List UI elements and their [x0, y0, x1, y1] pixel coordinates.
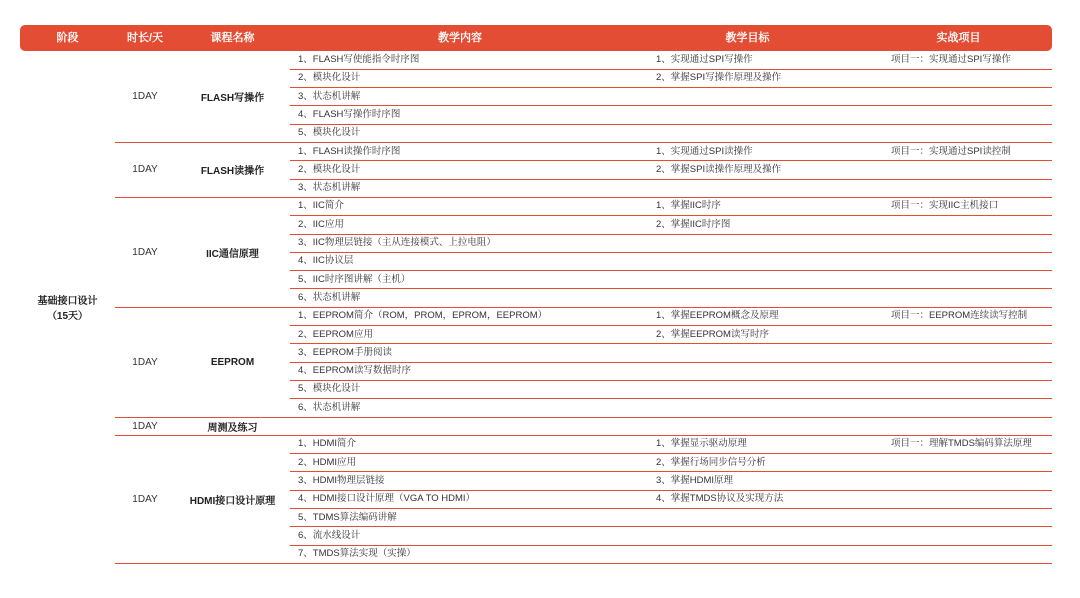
course-duration: 1DAY	[132, 164, 158, 176]
project-item: 项目一：EEPROM连续读写控制	[891, 310, 1028, 322]
content-item: 5、模块化设计	[298, 127, 361, 139]
course-name: EEPROM	[210, 356, 255, 368]
content-item: 4、FLASH写操作时序图	[298, 108, 401, 120]
course-name: IIC通信原理	[206, 248, 259, 260]
table-body	[20, 51, 1052, 563]
content-item: 2、EEPROM应用	[298, 328, 373, 340]
table-header	[20, 25, 1052, 51]
content-item: 1、EEPROM简介（ROM，PROM，EPROM，EEPROM）	[298, 310, 548, 322]
content-item: 2、IIC应用	[298, 218, 344, 230]
stage-cell	[20, 51, 115, 563]
course-duration: 1DAY	[132, 420, 158, 432]
project-item: 项目一：实现通过SPI写操作	[891, 54, 1011, 65]
goal-item: 1、掌握IIC时序	[656, 200, 721, 212]
goal-item: 2、掌握SPI写操作原理及操作	[656, 72, 782, 84]
course-name: HDMI接口设计原理	[189, 495, 276, 507]
content-item: 1、FLASH写使能指令时序图	[298, 54, 420, 65]
course-name: FLASH读操作	[200, 166, 265, 178]
header-project: 实战项目	[936, 32, 981, 44]
course-duration: 1DAY	[132, 493, 158, 505]
goal-item: 1、掌握EEPROM概念及原理	[656, 310, 779, 322]
goal-item: 2、掌握SPI读操作原理及操作	[656, 163, 782, 175]
course-divider	[115, 563, 1052, 564]
content-item: 2、HDMI应用	[298, 456, 357, 468]
content-item: 2、模块化设计	[298, 163, 361, 175]
content-item: 3、状态机讲解	[298, 182, 361, 194]
course-duration: 1DAY	[132, 246, 158, 258]
content-item: 6、状态机讲解	[298, 401, 361, 413]
project-item: 项目一：理解TMDS编码算法原理	[891, 438, 1032, 450]
content-item: 3、EEPROM手册阅读	[298, 346, 392, 358]
goal-item: 2、掌握行场同步信号分析	[656, 456, 766, 468]
content-item	[298, 417, 630, 435]
content-item: 5、模块化设计	[298, 383, 361, 395]
goal-item: 3、掌握HDMI原理	[656, 474, 734, 486]
goal-item: 2、掌握IIC时序图	[656, 218, 731, 230]
stage-name: 基础接口设计	[37, 296, 98, 308]
content-item: 7、TMDS算法实现（实操）	[298, 548, 416, 560]
stage-days: （15天）	[46, 311, 89, 323]
header-course-name: 课程名称	[210, 32, 255, 44]
project-item: 项目一：实现通过SPI读控制	[891, 145, 1011, 157]
content-item: 4、IIC协议层	[298, 255, 354, 267]
content-item: 1、IIC简介	[298, 200, 344, 212]
header-stage: 阶段	[56, 32, 79, 44]
content-item: 3、状态机讲解	[298, 90, 361, 102]
project-item	[891, 417, 1052, 435]
content-item: 3、IIC物理层链接（主从连接模式、上拉电阻）	[298, 237, 496, 248]
course-name: FLASH写操作	[200, 93, 265, 105]
content-item: 5、TDMS算法编码讲解	[298, 511, 397, 523]
project-item: 项目一：实现IIC主机接口	[891, 200, 999, 212]
content-item: 3、HDMI物理层链接	[298, 474, 385, 486]
content-item: 2、模块化设计	[298, 72, 361, 84]
goal-item: 1、实现通过SPI读操作	[656, 145, 753, 157]
goal-item: 4、掌握TMDS协议及实现方法	[656, 493, 784, 505]
content-item: 1、HDMI简介	[298, 438, 357, 450]
header-duration: 时长/天	[126, 32, 164, 44]
goal-item: 1、实现通过SPI写操作	[656, 54, 753, 65]
content-item: 4、EEPROM读写数据时序	[298, 365, 411, 377]
goal-item: 2、掌握EEPROM读写时序	[656, 328, 769, 340]
content-item: 4、HDMI接口设计原理（VGA TO HDMI）	[298, 493, 475, 505]
content-item: 6、状态机讲解	[298, 291, 361, 303]
course-duration: 1DAY	[132, 356, 158, 368]
goal-item: 1、掌握显示驱动原理	[656, 438, 747, 450]
content-item: 6、流水线设计	[298, 529, 361, 541]
course-duration: 1DAY	[132, 91, 158, 103]
header-teaching-content: 教学内容	[438, 32, 482, 44]
header-teaching-goals: 教学目标	[725, 32, 770, 44]
content-item: 1、FLASH读操作时序图	[298, 145, 401, 157]
course-name: 周测及练习	[207, 422, 258, 434]
content-item: 5、IIC时序图讲解（主机）	[298, 273, 411, 285]
